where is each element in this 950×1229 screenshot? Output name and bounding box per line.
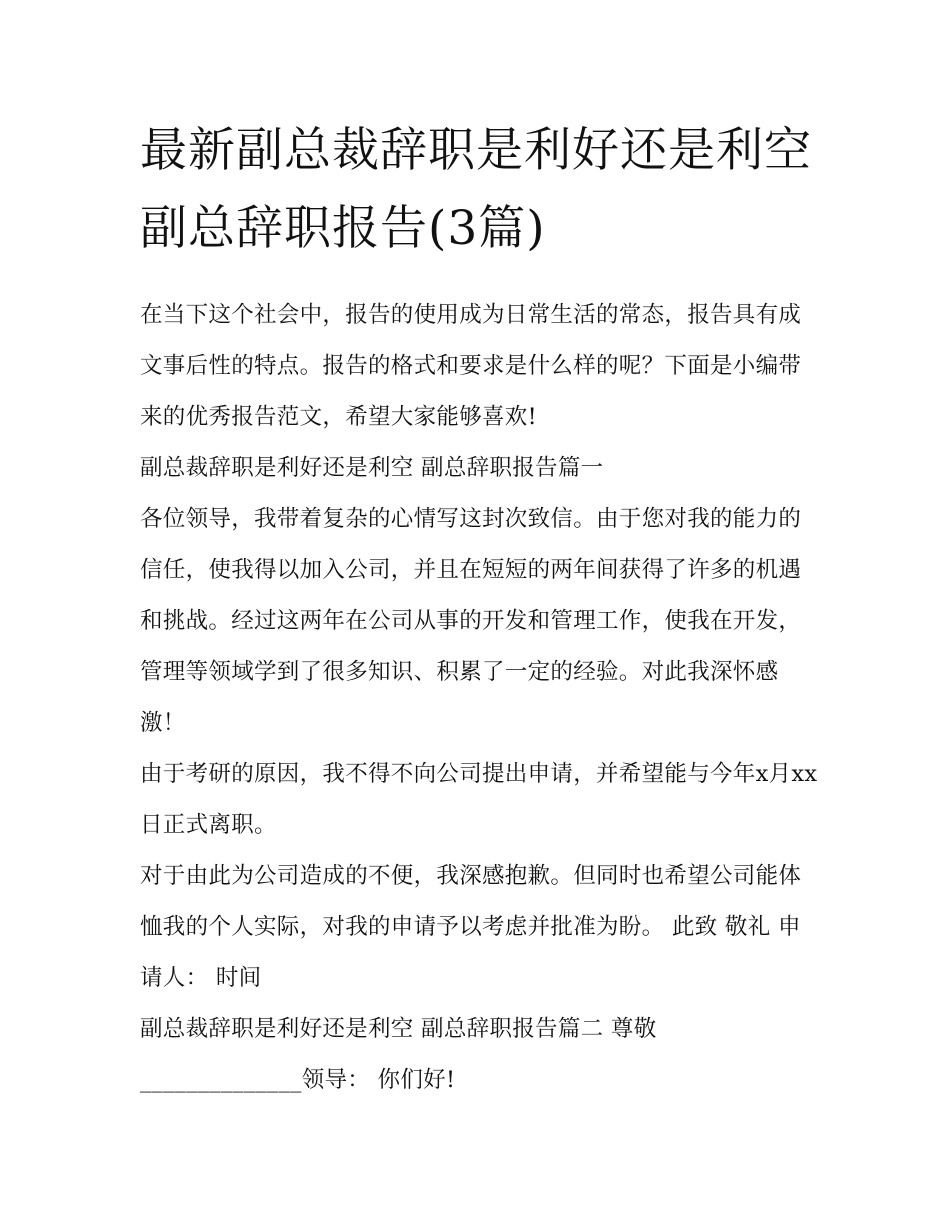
intro-paragraph: 在当下这个社会中，报告的使用成为日常生活的常态，报告具有成文事后性的特点。报告的格式和要求是什么样的呢？下面是小编带来的优秀报告范文，希望大家能够喜欢! [140, 302, 802, 430]
document-title: 最新副总裁辞职是利好还是利空 副总辞职报告(3篇) [140, 123, 812, 256]
letter-paragraph-3: 对于由此为公司造成的不便，我深感抱歉。但同时也希望公司能体恤我的个人实际，对我的申请予以考虑并批准为盼。 此致 敬礼 申请人： 时间 [140, 863, 802, 991]
letter-paragraph-1: 各位领导，我带着复杂的心情写这封次致信。由于您对我的能力的信任，使我得以加入公司，并且在短短的两年间获得了许多的机遇和挑战。经过这两年在公司从事的开发和管理工作，使我在开发，管理等领域学到了很多知识、积累了一定的经验。对此我深怀感激！ [140, 506, 802, 736]
letter-paragraph-2: 由于考研的原因，我不得不向公司提出申请，并希望能与今年x月xx日正式离职。 [140, 761, 818, 838]
section-heading-1: 副总裁辞职是利好还是利空 副总辞职报告篇一 [140, 455, 604, 481]
document-page [140, 112, 820, 1106]
salutation-line: ______________领导： 你们好! [140, 1067, 456, 1093]
document-body [140, 290, 820, 1106]
section-heading-2: 副总裁辞职是利好还是利空 副总辞职报告篇二 尊敬 [140, 1016, 657, 1042]
